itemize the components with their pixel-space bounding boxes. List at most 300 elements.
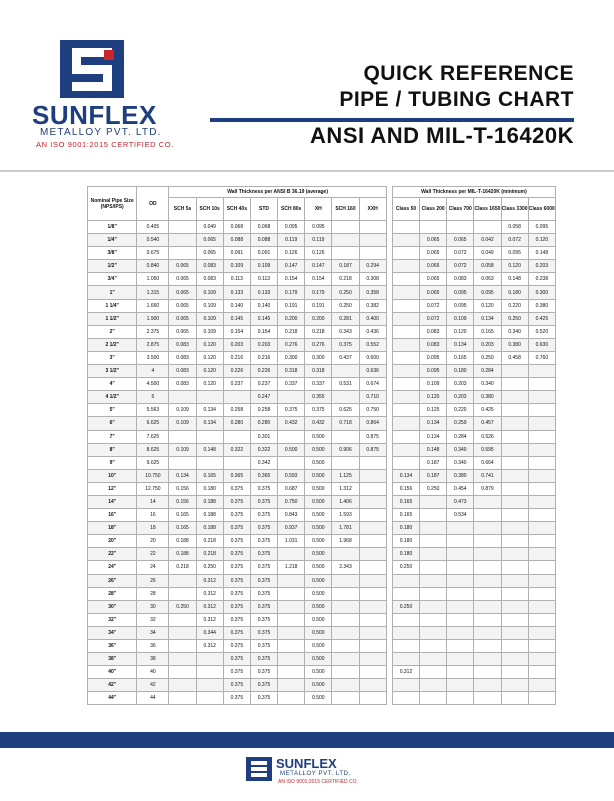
wall-thickness-cell: 0.500 — [305, 679, 332, 692]
wall-thickness-cell — [359, 482, 386, 495]
wall-thickness-cell: 0.500 — [305, 443, 332, 456]
table-row — [88, 600, 556, 613]
sunflex-logo-icon — [60, 40, 124, 98]
wall-thickness-cell: 0.154 — [278, 273, 305, 286]
pipe-size-cell: 28" — [88, 587, 137, 600]
pipe-size-cell: 44" — [88, 692, 137, 705]
wall-thickness-cell: 0.095 — [447, 286, 474, 299]
wall-thickness-cell: 0.500 — [305, 626, 332, 639]
wall-thickness-cell: 0.375 — [223, 509, 250, 522]
wall-thickness-cell: 0.203 — [223, 338, 250, 351]
wall-thickness-cell: 0.625 — [332, 404, 359, 417]
wall-thickness-cell: 0.375 — [223, 692, 250, 705]
wall-thickness-cell: 0.300 — [305, 351, 332, 364]
wall-thickness-cell — [332, 574, 359, 587]
pipe-size-cell: 20" — [88, 535, 137, 548]
wall-thickness-cell — [447, 221, 474, 234]
wall-thickness-cell — [392, 417, 419, 430]
wall-thickness-cell: 0.148 — [420, 443, 447, 456]
wall-thickness-cell — [392, 653, 419, 666]
wall-thickness-cell — [420, 587, 447, 600]
od-cell: 1.900 — [137, 312, 169, 325]
wall-thickness-cell: 0.072 — [420, 312, 447, 325]
pipe-size-cell: 1/4" — [88, 234, 137, 247]
wall-thickness-cell — [501, 522, 528, 535]
table-row — [88, 522, 556, 535]
wall-thickness-cell — [169, 456, 196, 469]
wall-thickness-cell: 0.552 — [359, 338, 386, 351]
wall-thickness-cell: 0.140 — [223, 299, 250, 312]
wall-thickness-cell: 0.760 — [528, 351, 555, 364]
wall-thickness-cell — [528, 679, 555, 692]
wall-thickness-cell: 0.473 — [447, 495, 474, 508]
wall-thickness-cell — [474, 613, 501, 626]
wall-thickness-cell — [359, 692, 386, 705]
wall-thickness-cell — [501, 430, 528, 443]
wall-thickness-cell: 0.247 — [250, 391, 277, 404]
wall-thickness-cell: 0.165 — [447, 351, 474, 364]
wall-thickness-cell: 0.500 — [305, 535, 332, 548]
od-cell: 0.675 — [137, 247, 169, 260]
od-cell: 42 — [137, 679, 169, 692]
wall-thickness-cell: 0.218 — [332, 273, 359, 286]
table-row — [88, 640, 556, 653]
wall-thickness-cell: 0.250 — [474, 351, 501, 364]
wall-thickness-cell — [278, 600, 305, 613]
table-row — [88, 548, 556, 561]
wall-thickness-cell: 0.342 — [250, 456, 277, 469]
wall-thickness-cell — [474, 600, 501, 613]
wall-thickness-cell: 0.500 — [305, 587, 332, 600]
wall-thickness-cell: 0.203 — [474, 338, 501, 351]
wall-thickness-cell: 0.226 — [223, 365, 250, 378]
wall-thickness-cell: 0.375 — [250, 653, 277, 666]
od-cell: 4.500 — [137, 378, 169, 391]
wall-thickness-cell: 0.312 — [392, 666, 419, 679]
wall-thickness-cell: 1.218 — [278, 561, 305, 574]
wall-thickness-cell — [447, 692, 474, 705]
wall-thickness-cell — [196, 430, 223, 443]
wall-thickness-cell — [420, 640, 447, 653]
wall-thickness-cell: 0.134 — [196, 417, 223, 430]
wall-thickness-cell: 0.258 — [250, 404, 277, 417]
wall-thickness-cell: 0.134 — [447, 338, 474, 351]
wall-thickness-cell — [447, 640, 474, 653]
wall-thickness-cell — [501, 692, 528, 705]
od-cell: 40 — [137, 666, 169, 679]
wall-thickness-cell: 0.337 — [278, 378, 305, 391]
wall-thickness-cell: 0.237 — [250, 378, 277, 391]
table-row — [88, 456, 556, 469]
footer-band — [0, 732, 614, 748]
wall-thickness-cell — [359, 587, 386, 600]
wall-thickness-cell: 0.120 — [196, 365, 223, 378]
wall-thickness-cell — [501, 613, 528, 626]
wall-thickness-cell: 0.165 — [392, 509, 419, 522]
wall-thickness-cell: 0.284 — [447, 430, 474, 443]
wall-thickness-cell: 0.308 — [359, 273, 386, 286]
wall-thickness-cell — [196, 653, 223, 666]
pipe-chart-table — [87, 186, 556, 705]
wall-thickness-cell: 0.534 — [447, 509, 474, 522]
wall-thickness-cell — [359, 234, 386, 247]
wall-thickness-cell — [169, 234, 196, 247]
wall-thickness-cell — [528, 482, 555, 495]
wall-thickness-cell: 0.741 — [474, 469, 501, 482]
wall-thickness-cell: 0.083 — [420, 338, 447, 351]
od-cell: 10.750 — [137, 469, 169, 482]
wall-thickness-cell: 0.710 — [359, 391, 386, 404]
pipe-size-cell: 26" — [88, 574, 137, 587]
wall-thickness-cell — [359, 640, 386, 653]
wall-thickness-cell — [474, 522, 501, 535]
wall-thickness-cell — [359, 469, 386, 482]
wall-thickness-cell: 0.058 — [501, 221, 528, 234]
wall-thickness-cell — [332, 692, 359, 705]
wall-thickness-cell — [169, 430, 196, 443]
wall-thickness-cell — [528, 456, 555, 469]
wall-thickness-cell: 0.065 — [420, 273, 447, 286]
wall-thickness-cell — [501, 561, 528, 574]
pipe-size-cell: 10" — [88, 469, 137, 482]
wall-thickness-cell: 0.258 — [223, 404, 250, 417]
wall-thickness-cell: 0.375 — [223, 561, 250, 574]
wall-thickness-cell — [392, 626, 419, 639]
wall-thickness-cell: 0.500 — [305, 430, 332, 443]
wall-thickness-cell — [392, 247, 419, 260]
wall-thickness-cell: 0.250 — [196, 561, 223, 574]
pipe-size-cell: 2 1/2" — [88, 338, 137, 351]
col-ansi-0: SCH 5s — [169, 198, 196, 221]
wall-thickness-cell: 0.375 — [223, 679, 250, 692]
wall-thickness-cell — [501, 548, 528, 561]
wall-thickness-cell — [528, 378, 555, 391]
wall-thickness-cell: 0.375 — [250, 679, 277, 692]
wall-thickness-cell: 0.109 — [196, 312, 223, 325]
wall-thickness-cell — [332, 548, 359, 561]
wall-thickness-cell: 0.375 — [223, 574, 250, 587]
wall-thickness-cell: 0.188 — [196, 522, 223, 535]
wall-thickness-cell: 0.457 — [474, 417, 501, 430]
wall-thickness-cell — [501, 626, 528, 639]
header-divider — [0, 170, 614, 172]
wall-thickness-cell: 0.145 — [250, 312, 277, 325]
wall-thickness-cell: 0.091 — [223, 247, 250, 260]
wall-thickness-cell — [420, 574, 447, 587]
wall-thickness-cell: 0.425 — [474, 404, 501, 417]
wall-thickness-cell — [332, 653, 359, 666]
table-row — [88, 391, 556, 404]
od-cell: 2.375 — [137, 325, 169, 338]
wall-thickness-cell: 0.375 — [223, 640, 250, 653]
wall-thickness-cell — [392, 378, 419, 391]
wall-thickness-cell — [501, 482, 528, 495]
wall-thickness-cell: 0.375 — [223, 653, 250, 666]
wall-thickness-cell — [501, 365, 528, 378]
wall-thickness-cell — [528, 692, 555, 705]
wall-thickness-cell — [474, 561, 501, 574]
title-divider — [210, 118, 574, 122]
wall-thickness-cell: 0.072 — [420, 299, 447, 312]
od-cell: 0.540 — [137, 234, 169, 247]
col-ansi-3: STD — [250, 198, 277, 221]
wall-thickness-cell — [278, 391, 305, 404]
wall-thickness-cell: 0.375 — [278, 404, 305, 417]
table-row — [88, 221, 556, 234]
wall-thickness-cell: 0.879 — [474, 482, 501, 495]
wall-thickness-cell — [278, 679, 305, 692]
wall-thickness-cell — [392, 273, 419, 286]
wall-thickness-cell — [501, 640, 528, 653]
wall-thickness-cell: 0.165 — [196, 469, 223, 482]
wall-thickness-cell: 0.340 — [474, 378, 501, 391]
od-cell: 7.625 — [137, 430, 169, 443]
wall-thickness-cell: 0.276 — [305, 338, 332, 351]
wall-thickness-cell: 0.188 — [169, 535, 196, 548]
wall-thickness-cell: 0.500 — [305, 653, 332, 666]
wall-thickness-cell — [359, 561, 386, 574]
wall-thickness-cell — [501, 417, 528, 430]
wall-thickness-cell: 0.083 — [169, 351, 196, 364]
table-row — [88, 404, 556, 417]
wall-thickness-cell: 0.187 — [332, 260, 359, 273]
wall-thickness-cell — [332, 221, 359, 234]
pipe-size-cell: 14" — [88, 495, 137, 508]
wall-thickness-cell: 0.250 — [169, 600, 196, 613]
wall-thickness-cell: 0.220 — [501, 299, 528, 312]
pipe-size-cell: 40" — [88, 666, 137, 679]
wall-thickness-cell: 0.140 — [250, 299, 277, 312]
col-mil-2: Class 700 — [447, 198, 474, 221]
od-cell: 4 — [137, 365, 169, 378]
wall-thickness-cell: 0.375 — [250, 495, 277, 508]
wall-thickness-cell — [278, 653, 305, 666]
wall-thickness-cell — [474, 679, 501, 692]
wall-thickness-cell: 0.148 — [528, 247, 555, 260]
pipe-size-cell: 22" — [88, 548, 137, 561]
wall-thickness-cell: 0.191 — [278, 299, 305, 312]
wall-thickness-cell: 0.065 — [196, 247, 223, 260]
wall-thickness-cell: 0.312 — [196, 600, 223, 613]
wall-thickness-cell — [392, 286, 419, 299]
wall-thickness-cell: 0.113 — [223, 273, 250, 286]
wall-thickness-cell — [447, 653, 474, 666]
table-row — [88, 338, 556, 351]
wall-thickness-cell: 0.187 — [420, 456, 447, 469]
wall-thickness-cell — [392, 351, 419, 364]
wall-thickness-cell: 0.500 — [305, 482, 332, 495]
wall-thickness-cell: 0.109 — [196, 299, 223, 312]
wall-thickness-cell: 0.276 — [278, 338, 305, 351]
col-ansi-7: XXH — [359, 198, 386, 221]
wall-thickness-cell: 0.083 — [196, 273, 223, 286]
wall-thickness-cell: 0.237 — [223, 378, 250, 391]
wall-thickness-cell: 0.595 — [474, 443, 501, 456]
wall-thickness-cell — [420, 613, 447, 626]
wall-thickness-cell: 0.216 — [250, 351, 277, 364]
wall-thickness-cell — [420, 495, 447, 508]
wall-thickness-cell: 0.065 — [169, 312, 196, 325]
wall-thickness-cell: 0.500 — [305, 548, 332, 561]
wall-thickness-cell — [420, 679, 447, 692]
wall-thickness-cell — [392, 443, 419, 456]
wall-thickness-cell: 0.312 — [196, 613, 223, 626]
table-row — [88, 312, 556, 325]
wall-thickness-cell: 0.375 — [250, 574, 277, 587]
wall-thickness-cell — [278, 613, 305, 626]
wall-thickness-cell: 0.875 — [359, 430, 386, 443]
wall-thickness-cell: 0.156 — [169, 482, 196, 495]
od-cell: 38 — [137, 653, 169, 666]
wall-thickness-cell: 0.322 — [223, 443, 250, 456]
wall-thickness-cell — [501, 535, 528, 548]
od-cell: 20 — [137, 535, 169, 548]
wall-thickness-cell — [392, 312, 419, 325]
wall-thickness-cell: 0.120 — [420, 391, 447, 404]
wall-thickness-cell: 0.065 — [169, 299, 196, 312]
wall-thickness-cell: 0.375 — [250, 522, 277, 535]
table-row — [88, 443, 556, 456]
wall-thickness-cell: 0.165 — [169, 522, 196, 535]
wall-thickness-cell: 0.109 — [169, 417, 196, 430]
wall-thickness-cell: 0.500 — [305, 600, 332, 613]
pipe-size-cell: 5" — [88, 404, 137, 417]
col-mil-0: Class 50 — [392, 198, 419, 221]
wall-thickness-cell: 1.125 — [332, 469, 359, 482]
wall-thickness-cell — [501, 378, 528, 391]
wall-thickness-cell: 0.500 — [305, 574, 332, 587]
wall-thickness-cell — [447, 600, 474, 613]
wall-thickness-cell: 0.147 — [305, 260, 332, 273]
wall-thickness-cell — [392, 404, 419, 417]
wall-thickness-cell: 0.301 — [250, 430, 277, 443]
wall-thickness-cell — [169, 679, 196, 692]
wall-thickness-cell — [501, 456, 528, 469]
wall-thickness-cell — [447, 613, 474, 626]
wall-thickness-cell: 0.200 — [278, 312, 305, 325]
wall-thickness-cell: 0.300 — [278, 351, 305, 364]
wall-thickness-cell: 0.134 — [420, 430, 447, 443]
wall-thickness-cell: 0.126 — [305, 247, 332, 260]
wall-thickness-cell: 0.375 — [250, 587, 277, 600]
wall-thickness-cell — [223, 456, 250, 469]
wall-thickness-cell — [447, 535, 474, 548]
title-line-2: PIPE / TUBING CHART — [339, 88, 574, 111]
wall-thickness-cell — [528, 535, 555, 548]
wall-thickness-cell: 0.203 — [447, 378, 474, 391]
wall-thickness-cell: 0.134 — [169, 469, 196, 482]
wall-thickness-cell — [392, 391, 419, 404]
wall-thickness-cell: 0.165 — [169, 509, 196, 522]
wall-thickness-cell — [528, 365, 555, 378]
wall-thickness-cell: 0.375 — [250, 666, 277, 679]
wall-thickness-cell: 0.284 — [474, 365, 501, 378]
wall-thickness-cell — [474, 548, 501, 561]
wall-thickness-cell — [196, 692, 223, 705]
wall-thickness-cell: 0.380 — [501, 338, 528, 351]
wall-thickness-cell — [501, 574, 528, 587]
wall-thickness-cell: 0.109 — [223, 260, 250, 273]
wall-thickness-cell: 0.375 — [305, 404, 332, 417]
od-cell: 34 — [137, 626, 169, 639]
wall-thickness-cell — [528, 600, 555, 613]
wall-thickness-cell: 0.250 — [392, 561, 419, 574]
wall-thickness-cell — [474, 509, 501, 522]
table-row — [88, 626, 556, 639]
col-ansi-2: SCH 40s — [223, 198, 250, 221]
wall-thickness-cell: 0.375 — [223, 495, 250, 508]
wall-thickness-cell: 0.109 — [169, 443, 196, 456]
col-ansi-1: SCH 10s — [196, 198, 223, 221]
wall-thickness-cell: 0.375 — [223, 522, 250, 535]
wall-thickness-cell — [528, 522, 555, 535]
pipe-size-cell: 9" — [88, 456, 137, 469]
od-cell: 0.405 — [137, 221, 169, 234]
wall-thickness-cell: 0.500 — [305, 561, 332, 574]
wall-thickness-cell: 0.375 — [223, 535, 250, 548]
wall-thickness-cell: 2.343 — [332, 561, 359, 574]
wall-thickness-cell — [359, 522, 386, 535]
wall-thickness-cell — [420, 626, 447, 639]
wall-thickness-cell — [474, 574, 501, 587]
table-row — [88, 417, 556, 430]
pipe-size-cell: 36" — [88, 640, 137, 653]
pipe-size-cell: 3" — [88, 351, 137, 364]
wall-thickness-cell: 0.344 — [196, 626, 223, 639]
od-cell: 5 — [137, 391, 169, 404]
od-cell: 44 — [137, 692, 169, 705]
wall-thickness-cell: 0.250 — [392, 600, 419, 613]
brand-name: SUNFLEX — [32, 100, 157, 130]
wall-thickness-cell: 0.318 — [305, 365, 332, 378]
wall-thickness-cell: 0.375 — [250, 692, 277, 705]
wall-thickness-cell — [278, 587, 305, 600]
od-cell: 2.875 — [137, 338, 169, 351]
wall-thickness-cell: 0.154 — [305, 273, 332, 286]
od-cell: 1.660 — [137, 299, 169, 312]
wall-thickness-cell: 0.218 — [196, 548, 223, 561]
wall-thickness-cell: 0.109 — [196, 325, 223, 338]
wall-thickness-cell: 1.406 — [332, 495, 359, 508]
wall-thickness-cell — [528, 430, 555, 443]
pipe-size-cell: 18" — [88, 522, 137, 535]
wall-thickness-cell: 0.375 — [250, 561, 277, 574]
wall-thickness-cell: 0.083 — [420, 325, 447, 338]
wall-thickness-cell: 0.380 — [474, 391, 501, 404]
wall-thickness-cell: 0.259 — [447, 417, 474, 430]
pipe-size-cell: 3/8" — [88, 247, 137, 260]
wall-thickness-cell — [169, 574, 196, 587]
wall-thickness-cell — [278, 626, 305, 639]
wall-thickness-cell: 0.526 — [474, 430, 501, 443]
wall-thickness-cell — [447, 574, 474, 587]
od-cell: 36 — [137, 640, 169, 653]
table-row — [88, 482, 556, 495]
wall-thickness-cell — [528, 626, 555, 639]
pipe-size-cell: 3 1/2" — [88, 365, 137, 378]
wall-thickness-cell — [332, 247, 359, 260]
wall-thickness-cell: 0.220 — [447, 404, 474, 417]
wall-thickness-cell — [447, 522, 474, 535]
wall-thickness-cell — [359, 653, 386, 666]
table-row — [88, 325, 556, 338]
title-line-1: QUICK REFERENCE — [363, 62, 574, 85]
wall-thickness-cell: 0.072 — [447, 247, 474, 260]
wall-thickness-cell — [169, 613, 196, 626]
wall-thickness-cell — [420, 666, 447, 679]
wall-thickness-cell: 0.280 — [223, 417, 250, 430]
wall-thickness-cell — [332, 600, 359, 613]
